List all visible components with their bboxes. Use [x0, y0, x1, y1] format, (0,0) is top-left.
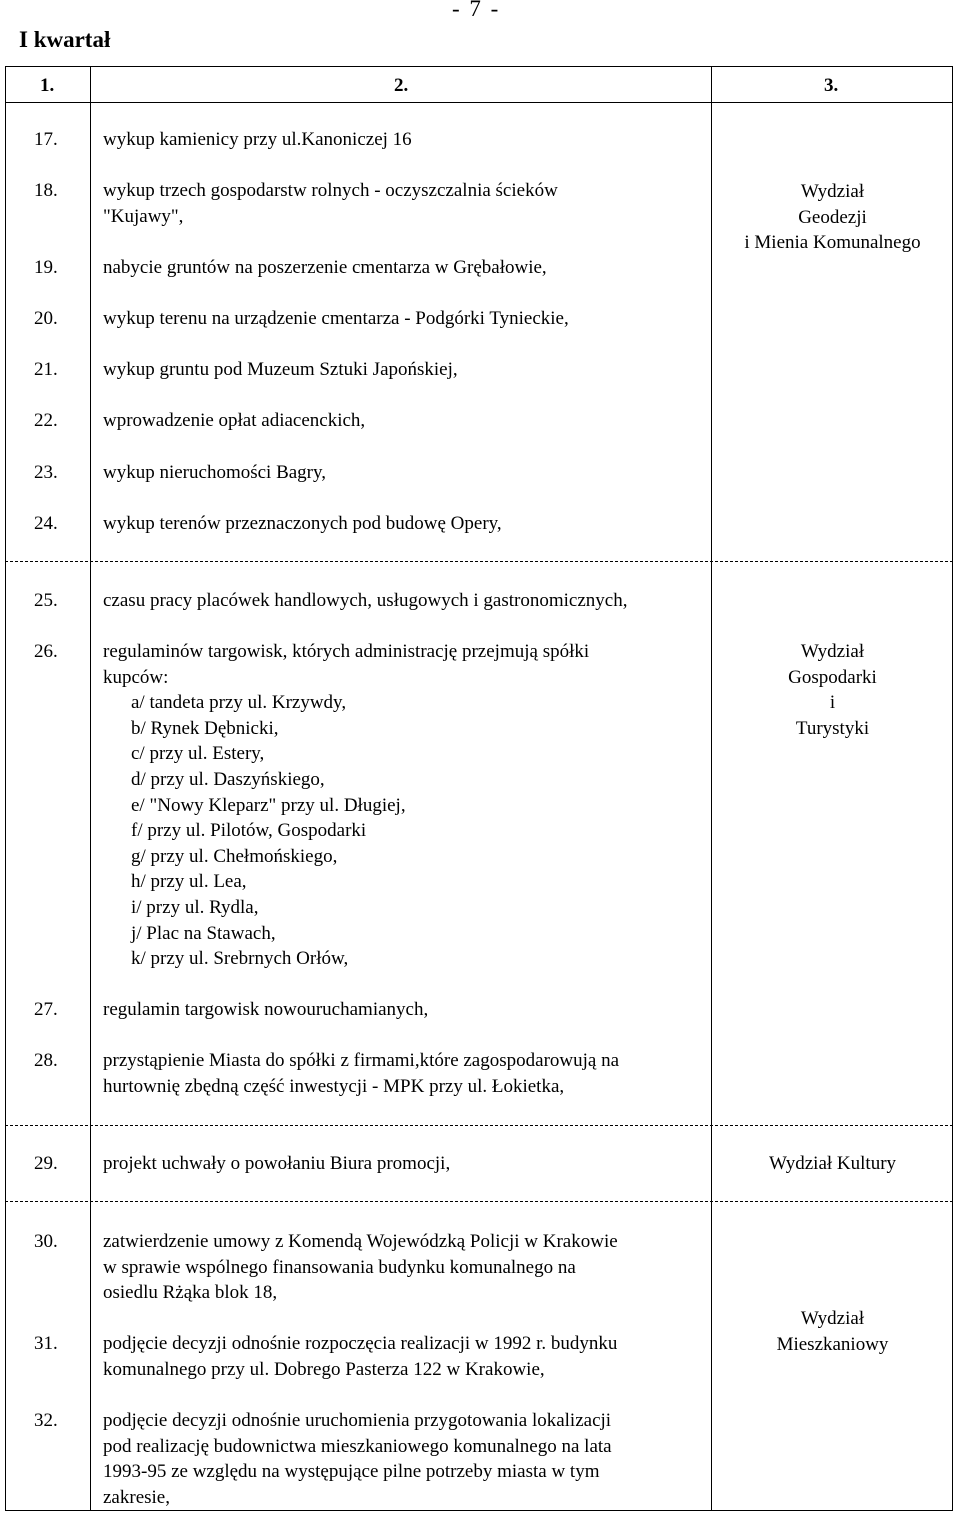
- sub-item: b/ Rynek Dębnicki,: [131, 717, 279, 739]
- sub-item: f/ przy ul. Pilotów, Gospodarki: [131, 820, 367, 842]
- item-text: czasu pracy placówek handlowych, usługowych i gastronomicznych,: [103, 590, 628, 611]
- sub-item: d/ przy ul. Daszyńskiego,: [131, 768, 325, 790]
- department-line: Mieszkaniowy: [776, 1333, 889, 1355]
- column-divider-1: [90, 66, 91, 1511]
- item-number: 24.: [34, 513, 58, 534]
- item-text: podjęcie decyzji odnośnie uruchomienia przygotowania lokalizacji pod realizację budownictwa mieszkaniowego komunalnego na lata 1993-95 ze względu na występujące pilne potrzeby miasta w tym zakresie,: [103, 1410, 612, 1508]
- group-separator: [5, 561, 953, 562]
- department-cell: [712, 1306, 953, 1357]
- item-number: 28.: [34, 1050, 58, 1071]
- header-separator: [5, 102, 953, 103]
- item-text: wykup terenu na urządzenie cmentarza - Podgórki Tynieckie,: [103, 308, 569, 329]
- item-number: 22.: [34, 410, 58, 431]
- sub-item: k/ przy ul. Srebrnych Orłów,: [131, 948, 349, 970]
- item-text: wykup nieruchomości Bagry,: [103, 462, 327, 483]
- sub-item: a/ tandeta przy ul. Krzywdy,: [131, 692, 347, 714]
- group-separator: [5, 1125, 953, 1126]
- department-line: Turystyki: [795, 717, 870, 739]
- sub-item: h/ przy ul. Lea,: [131, 871, 247, 893]
- item-number: 26.: [34, 641, 58, 662]
- item-text: wykup terenów przeznaczonych pod budowę Opery,: [103, 513, 502, 534]
- item-text: regulamin targowisk nowouruchamianych,: [103, 999, 429, 1020]
- item-text: wykup kamienicy przy ul.Kanoniczej 16: [103, 129, 412, 150]
- item-text: projekt uchwały o powołaniu Biura promocji,: [103, 1153, 451, 1174]
- item-text: nabycie gruntów na poszerzenie cmentarza w Grębałowie,: [103, 257, 547, 278]
- item-number: 31.: [34, 1333, 58, 1354]
- item-number: 19.: [34, 257, 58, 278]
- item-text: wykup gruntu pod Muzeum Sztuki Japońskiej,: [103, 359, 458, 380]
- department-line: i: [829, 692, 836, 714]
- column-header-3: 3.: [824, 75, 839, 96]
- sub-item: e/ "Nowy Kleparz" przy ul. Długiej,: [131, 794, 406, 816]
- item-text: przystąpienie Miasta do spółki z firmami,które zagospodarowują na hurtownię zbędną część inwestycji - MPK przy ul. Łokietka,: [103, 1050, 620, 1097]
- item-number: 20.: [34, 308, 58, 329]
- item-text: wprowadzenie opłat adiacenckich,: [103, 410, 366, 431]
- item-number: 30.: [34, 1231, 58, 1252]
- item-number: 27.: [34, 999, 58, 1020]
- item-number: 21.: [34, 359, 58, 380]
- quarter-heading: I kwartał: [19, 27, 111, 52]
- department-line: i Mienia Komunalnego: [744, 232, 921, 254]
- department-cell: [712, 1151, 953, 1177]
- department-line: Wydział Kultury: [768, 1153, 897, 1174]
- column-divider-2: [711, 66, 712, 1511]
- item-number: 18.: [34, 180, 58, 201]
- item-text: regulaminów targowisk, których administrację przejmują spółki kupców: a/ tandeta przy ul. Krzywdy, b/ Rynek Dębnicki, c/ przy ul. Estery, d/ przy ul. Daszyńskiego, e/ "Nowy Kleparz" przy ul. Długiej, f/ przy ul. Pilotów, Gospodarki g/ przy ul. Chełmońskiego, h/ przy ul. Lea, i/ przy ul. Rydla, j/ Plac na Stawach, k/ przy ul. Srebrnych Orłów,: [103, 639, 703, 972]
- department-line: Gospodarki: [788, 666, 877, 688]
- column-header-2: 2.: [394, 75, 409, 96]
- item-number: 32.: [34, 1410, 58, 1431]
- page-number: - 7 -: [452, 0, 501, 21]
- sub-item: c/ przy ul. Estery,: [131, 743, 265, 765]
- item-number: 23.: [34, 462, 58, 483]
- item-number: 25.: [34, 590, 58, 611]
- item-number: 29.: [34, 1153, 58, 1174]
- department-line: Wydział: [800, 181, 865, 202]
- department-line: Wydział: [800, 1308, 865, 1329]
- department-cell: [712, 179, 953, 256]
- sub-item: j/ Plac na Stawach,: [131, 922, 276, 944]
- department-line: Geodezji: [798, 206, 867, 228]
- item-text: podjęcie decyzji odnośnie rozpoczęcia realizacji w 1992 r. budynku komunalnego przy ul. Dobrego Pasterza 122 w Krakowie,: [103, 1333, 618, 1380]
- department-line: Wydział: [800, 641, 865, 662]
- item-text: wykup trzech gospodarstw rolnych - oczyszczalnia ścieków "Kujawy",: [103, 180, 558, 227]
- column-header-1: 1.: [40, 75, 55, 96]
- sub-item: i/ przy ul. Rydla,: [131, 896, 259, 918]
- item-text: zatwierdzenie umowy z Komendą Wojewódzką Policji w Krakowie w sprawie wspólnego finansowania budynku komunalnego na osiedlu Rżąka blok 18,: [103, 1231, 618, 1304]
- sub-item: g/ przy ul. Chełmońskiego,: [131, 845, 338, 867]
- group-separator: [5, 1201, 953, 1202]
- item-number: 17.: [34, 129, 58, 150]
- department-cell: [712, 639, 953, 741]
